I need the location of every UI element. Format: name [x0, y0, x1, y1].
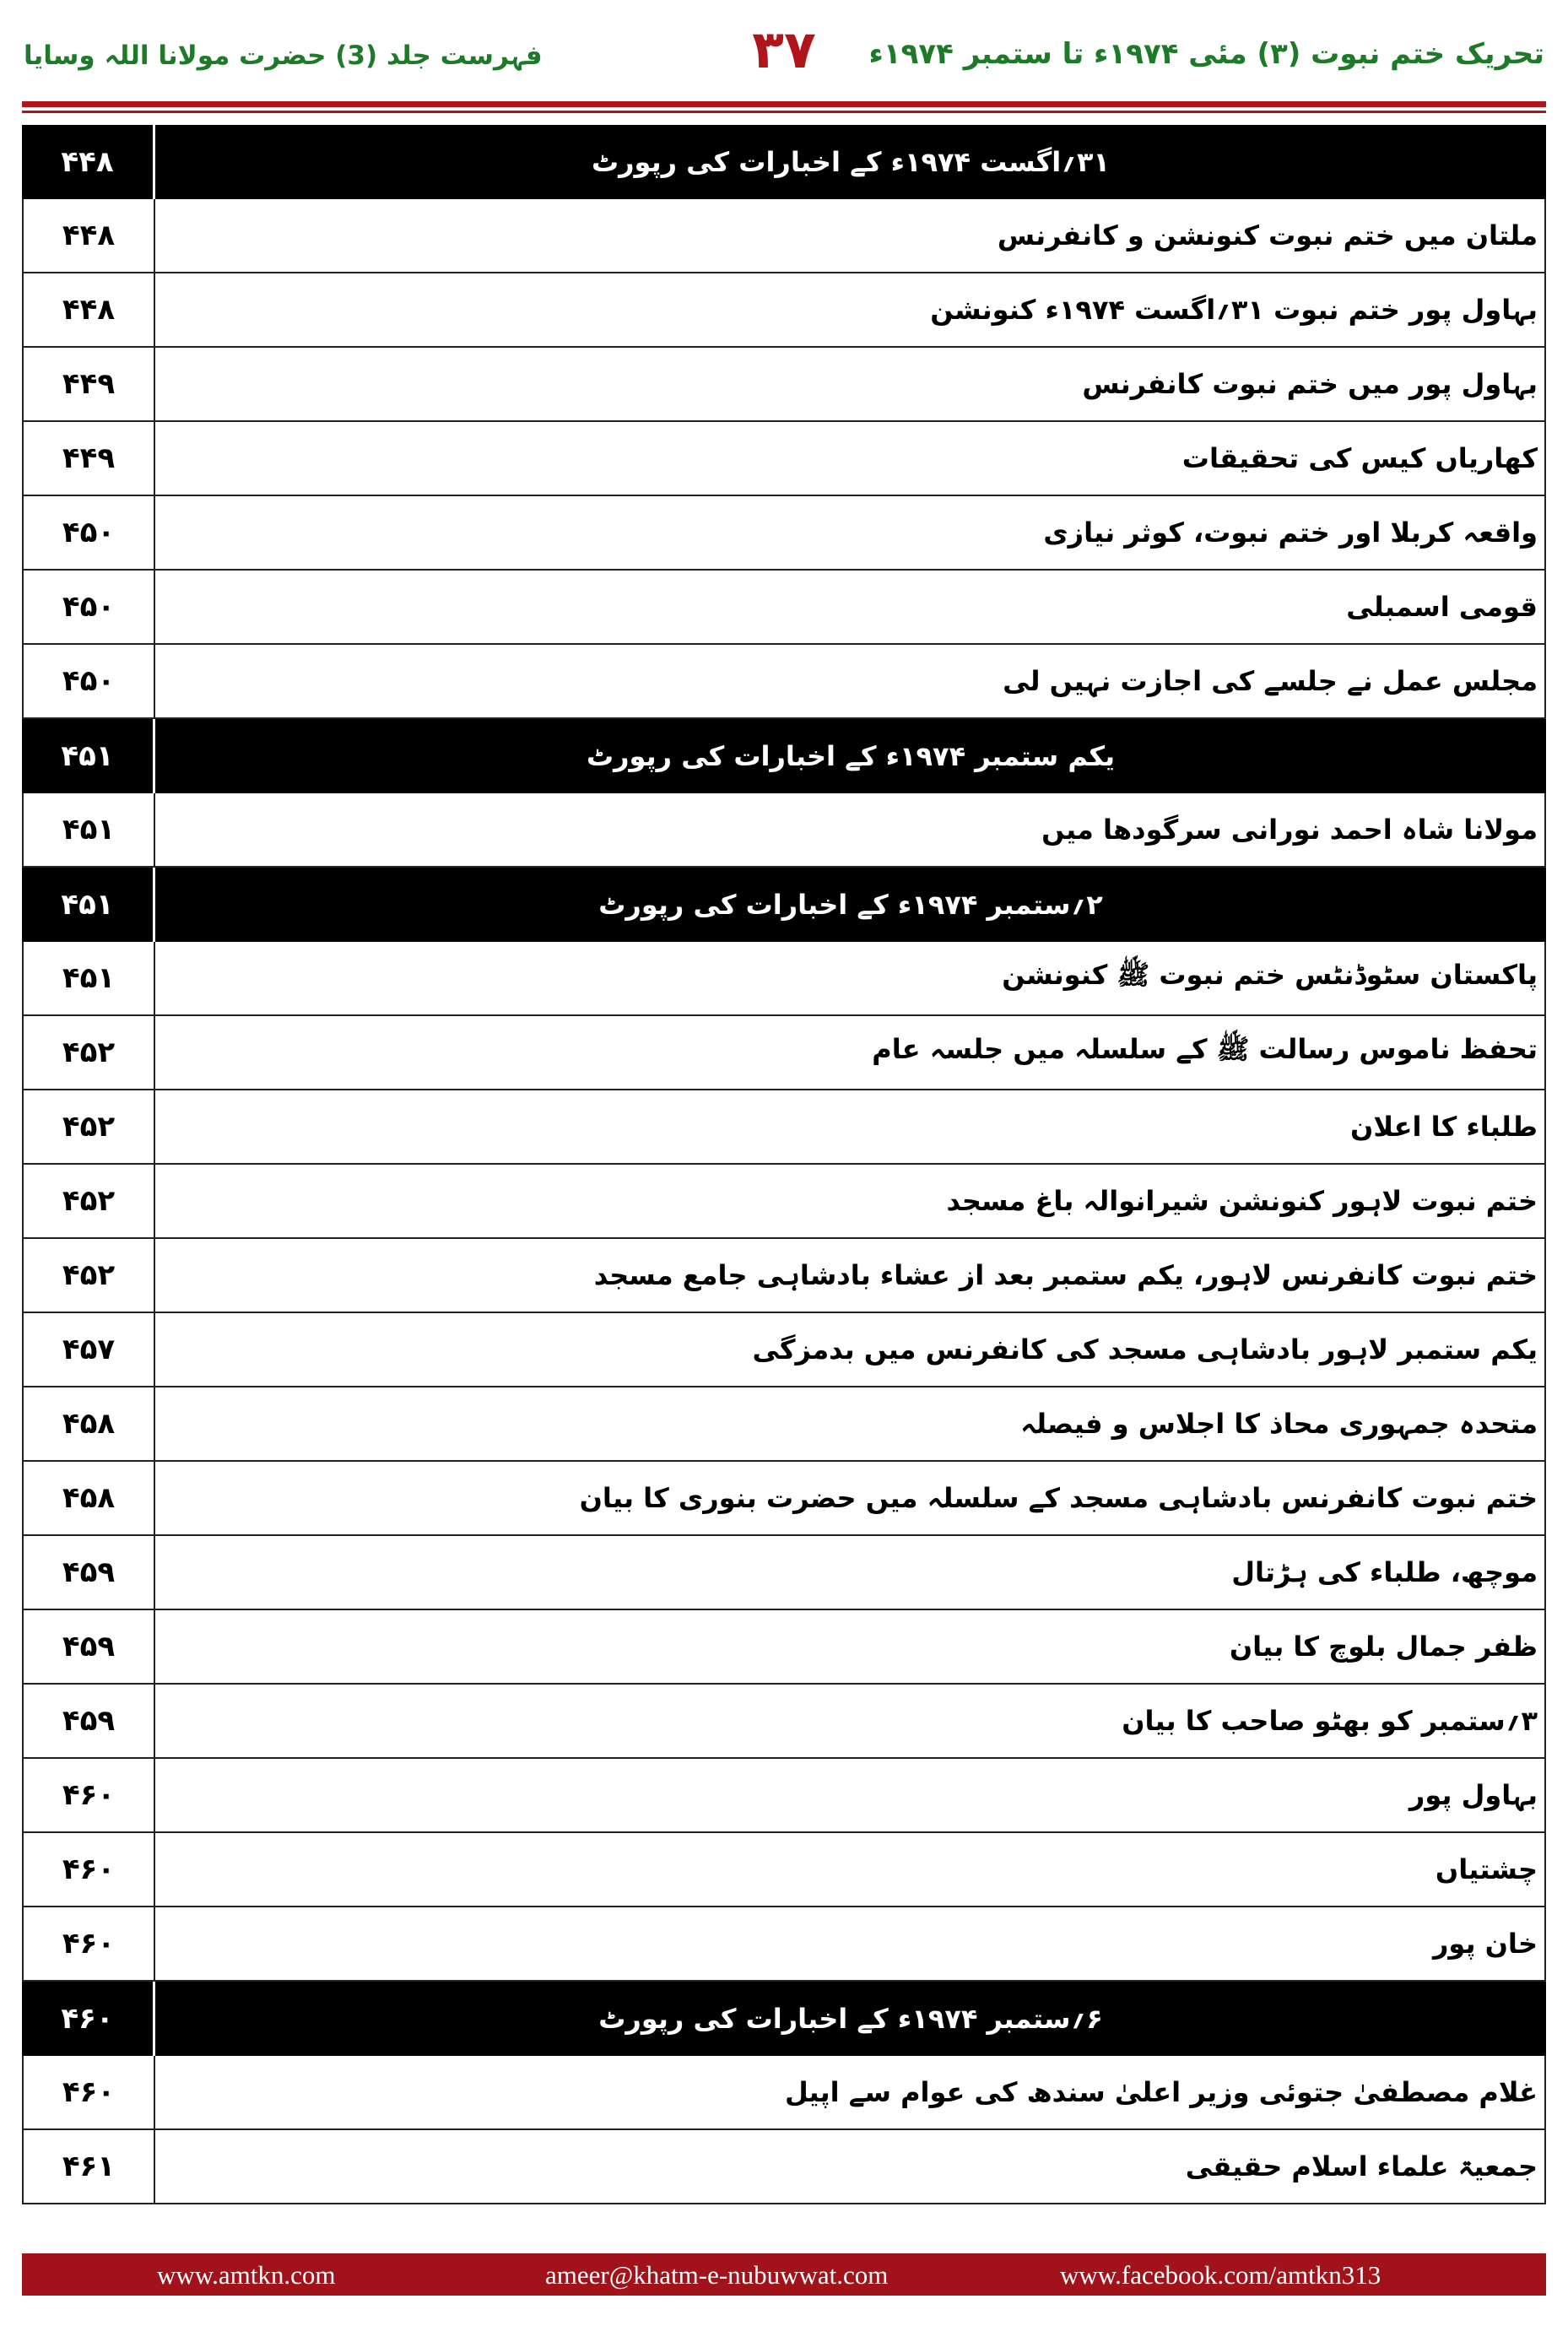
entry-title: بہاول پور ختم نبوت ۳۱؍اگست ۱۹۷۴ء کنونشن [155, 273, 1546, 346]
entry-title: متحدہ جمہوری محاذ کا اجلاس و فیصلہ [155, 1387, 1546, 1460]
toc-entry-row [22, 348, 1546, 422]
toc-entry-row [22, 1610, 1546, 1685]
page-ref: ۴۵۹ [22, 1536, 155, 1609]
entry-title: خان پور [155, 1907, 1546, 1980]
facebook-link[interactable]: www.facebook.com/amtkn313 [1060, 2260, 1381, 2290]
entry-title: ختم نبوت کانفرنس لاہور، یکم ستمبر بعد از عشاء بادشاہی جامع مسجد [155, 1239, 1546, 1312]
page-ref: ۴۵۹ [22, 1610, 155, 1683]
page-ref: ۴۵۸ [22, 1462, 155, 1534]
page-ref: ۴۵۱ [22, 719, 155, 793]
toc-entry-row [22, 2130, 1546, 2204]
toc-entry-row [22, 1536, 1546, 1610]
section-header-row [22, 868, 1546, 942]
page-ref: ۴۶۱ [22, 2130, 155, 2203]
toc-entry-row [22, 2056, 1546, 2130]
toc-entry-row [22, 571, 1546, 645]
entry-title: غلام مصطفیٰ جتوئی وزیر اعلیٰ سندھ کی عوام سے اپیل [155, 2056, 1546, 2128]
entry-title: ختم نبوت کانفرنس بادشاہی مسجد کے سلسلہ میں حضرت بنوری کا بیان [155, 1462, 1546, 1534]
section-title: ۲؍ستمبر ۱۹۷۴ء کے اخبارات کی رپورٹ [598, 889, 1103, 921]
toc-entry-row [22, 1907, 1546, 1982]
page-ref: ۴۵۱ [22, 868, 155, 942]
section-title: یکم ستمبر ۱۹۷۴ء کے اخبارات کی رپورٹ [586, 740, 1116, 772]
entry-title: ۳؍ستمبر کو بھٹو صاحب کا بیان [155, 1685, 1546, 1757]
website-link[interactable]: www.amtkn.com [157, 2260, 336, 2290]
entry-title: بہاول پور میں ختم نبوت کانفرنس [155, 348, 1546, 420]
toc-entry-row [22, 1759, 1546, 1833]
page-ref: ۴۴۹ [22, 348, 155, 420]
page-ref: ۴۴۸ [22, 199, 155, 272]
header-rule-thick [22, 101, 1546, 107]
entry-title: کھاریاں کیس کی تحقیقات [155, 422, 1546, 495]
toc-entry-row [22, 1685, 1546, 1759]
toc-entry-row [22, 793, 1546, 868]
section-header-row [22, 719, 1546, 793]
section-header-row [22, 125, 1546, 199]
entry-title: ملتان میں ختم نبوت کنونشن و کانفرنس [155, 199, 1546, 272]
toc-entry-row [22, 942, 1546, 1016]
page-number: ۳۷ [752, 19, 816, 80]
page-ref: ۴۶۰ [22, 1982, 155, 2056]
email-link[interactable]: ameer@khatm-e-nubuwwat.com [545, 2260, 889, 2290]
page-footer [22, 2253, 1546, 2296]
page-ref: ۴۵۸ [22, 1387, 155, 1460]
entry-title: ختم نبوت لاہور کنونشن شیرانوالہ باغ مسجد [155, 1165, 1546, 1237]
section-header-row [22, 1982, 1546, 2056]
book-title: تحریک ختم نبوت (۳) مئی ۱۹۷۴ء تا ستمبر ۱۹۷۴ء [868, 37, 1544, 71]
entry-title: طلباء کا اعلان [155, 1090, 1546, 1163]
table-of-contents [22, 125, 1546, 2204]
toc-entry-row [22, 1833, 1546, 1907]
toc-entry-row [22, 645, 1546, 719]
page-ref: ۴۵۹ [22, 1685, 155, 1757]
section-title: ۳۱؍اگست ۱۹۷۴ء کے اخبارات کی رپورٹ [591, 146, 1111, 178]
toc-entry-row [22, 1090, 1546, 1165]
page-ref: ۴۶۰ [22, 2056, 155, 2128]
entry-title: یکم ستمبر لاہور بادشاہی مسجد کی کانفرنس میں بدمزگی [155, 1313, 1546, 1386]
page-ref: ۴۶۰ [22, 1833, 155, 1906]
toc-entry-row [22, 199, 1546, 273]
toc-entry-row [22, 1313, 1546, 1387]
entry-title: ظفر جمال بلوچ کا بیان [155, 1610, 1546, 1683]
page-ref: ۴۴۹ [22, 422, 155, 495]
entry-title: پاکستان سٹوڈنٹس ختم نبوت ﷺ کنونشن [155, 942, 1546, 1014]
toc-entry-row [22, 1165, 1546, 1239]
page-ref: ۴۵۰ [22, 496, 155, 569]
volume-title: فہرست جلد (3) حضرت مولانا اللہ وسایا [24, 41, 543, 71]
page-ref: ۴۵۲ [22, 1165, 155, 1237]
page-ref: ۴۵۱ [22, 942, 155, 1014]
entry-title: چشتیاں [155, 1833, 1546, 1906]
toc-entry-row [22, 1016, 1546, 1090]
toc-entry-row [22, 422, 1546, 496]
page-ref: ۴۴۸ [22, 125, 155, 199]
entry-title: تحفظ ناموس رسالت ﷺ کے سلسلہ میں جلسہ عام [155, 1016, 1546, 1089]
page-ref: ۴۵۰ [22, 645, 155, 717]
page-ref: ۴۵۲ [22, 1239, 155, 1312]
page-ref: ۴۵۰ [22, 571, 155, 643]
page-ref: ۴۵۲ [22, 1090, 155, 1163]
page-ref: ۴۶۰ [22, 1759, 155, 1831]
entry-title: مولانا شاہ احمد نورانی سرگودھا میں [155, 793, 1546, 866]
entry-title: مجلس عمل نے جلسے کی اجازت نہیں لی [155, 645, 1546, 717]
entry-title: واقعہ کربلا اور ختم نبوت، کوثر نیازی [155, 496, 1546, 569]
header-rule-thin [22, 111, 1546, 113]
page-ref: ۴۴۸ [22, 273, 155, 346]
entry-title: بہاول پور [155, 1759, 1546, 1831]
entry-title: قومی اسمبلی [155, 571, 1546, 643]
page-ref: ۴۵۷ [22, 1313, 155, 1386]
entry-title: جمعیۃ علماء اسلام حقیقی [155, 2130, 1546, 2203]
toc-entry-row [22, 1239, 1546, 1313]
toc-entry-row [22, 273, 1546, 348]
toc-entry-row [22, 496, 1546, 571]
page-ref: ۴۵۱ [22, 793, 155, 866]
section-title: ۶؍ستمبر ۱۹۷۴ء کے اخبارات کی رپورٹ [598, 2003, 1103, 2035]
entry-title: موچھ، طلباء کی ہڑتال [155, 1536, 1546, 1609]
page-ref: ۴۶۰ [22, 1907, 155, 1980]
toc-entry-row [22, 1387, 1546, 1462]
page-header [0, 0, 1568, 105]
toc-entry-row [22, 1462, 1546, 1536]
page-ref: ۴۵۲ [22, 1016, 155, 1089]
